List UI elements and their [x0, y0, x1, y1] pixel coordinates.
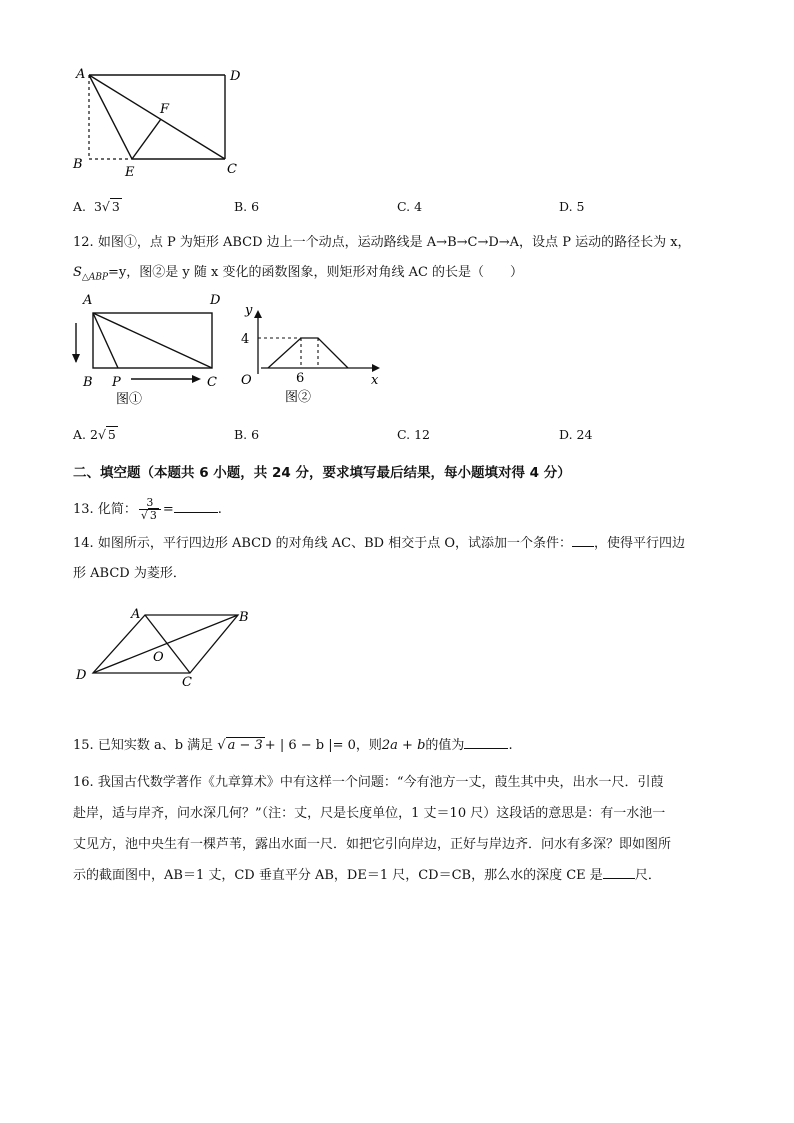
q12-option-b: B. 6 [234, 427, 260, 442]
point-c-label: C [227, 162, 237, 177]
q12-fig2-x-tick: 6 [296, 371, 305, 386]
q12-figure-1 [66, 290, 241, 410]
q14-point-b-label: B [239, 610, 249, 625]
q12-line-2: $S_{\triangle ABP}=y$，图②是 y 随 x 变化的函数图象，则矩形对角线 AC 的长是（ ） [73, 265, 524, 283]
q11-option-b: B. 6 [234, 199, 260, 214]
q11-option-c: C. 4 [397, 199, 423, 214]
q16-line-2: 赴岸，适与岸齐，问水深几何？”（注：丈，尺是长度单位，1 丈＝10 尺）这段话的意思是：有一水池一 [73, 806, 666, 821]
q12-option-d: D. 24 [559, 427, 593, 442]
q12-fig1-d-label: D [210, 293, 221, 308]
q12-fig2-y-axis-label: y [245, 303, 253, 318]
q12-fig1-p-label: P [112, 375, 121, 390]
point-f-label: F [160, 102, 170, 117]
q12-option-a: A. 2√ 5 [73, 427, 116, 442]
q11-option-a: A. 3√ 3 [73, 199, 120, 214]
q14-answer-blank[interactable] [572, 534, 594, 547]
q13-fraction: $\frac{3}{√ 3}$ [139, 497, 161, 522]
q14-point-d-label: D [76, 668, 87, 683]
q12-fig2-origin-label: O [241, 373, 252, 388]
q16-answer-blank[interactable] [603, 866, 635, 879]
q16-line-4: 示的截面图中，AB＝1 丈，CD 垂直平分 AB，DE＝1 尺，CD＝CB，那么水的深度 CE 是 尺． [73, 868, 661, 883]
point-e-label: E [125, 165, 135, 180]
q16-line-3: 丈见方，池中央生有一棵芦苇，露出水面一尺．如把它引向岸边，正好与岸边齐．问水有多深？即如图所 [73, 837, 672, 852]
q12-fig1-a-label: A [83, 293, 93, 308]
q12-option-c: C. 12 [397, 427, 430, 442]
q12-fig2-y-tick: 4 [241, 332, 250, 347]
q14-point-o-label: O [153, 650, 164, 665]
q14-point-c-label: C [182, 675, 192, 690]
point-b-label: B [73, 157, 83, 172]
q12-fig2-caption: 图② [285, 390, 312, 405]
section-2-title: 二、填空题（本题共 6 小题，共 24 分，要求填写最后结果，每小题填对得 4 分） [73, 465, 571, 481]
q15-answer-blank[interactable] [464, 736, 508, 749]
q12-line-1: 12. 如图①，点 P 为矩形 ABCD 边上一个动点，运动路线是 A→B→C→D→A，设点 P 运动的路径长为 x， [73, 235, 691, 250]
point-d-label: D [230, 69, 241, 84]
q14-point-a-label: A [131, 607, 141, 622]
q16-line-1: 16. 我国古代数学著作《九章算术》中有这样一个问题：“今有池方一丈，葭生其中央，出水一尺．引葭 [73, 775, 664, 790]
q14-figure [70, 602, 270, 694]
q11-option-d: D. 5 [559, 199, 585, 214]
q11-figure [70, 62, 260, 182]
q15-line: 15. 已知实数 a、b 满足 √ a − 3 + | 6 − b |= 0，则2a + b的值为 . [73, 738, 513, 753]
q13-line: 13. 化简： $\frac{3}{√ 3}$ = . [73, 496, 222, 522]
q14-line-1: 14. 如图所示，平行四边形 ABCD 的对角线 AC、BD 相交于点 O，试添加一个条件： ，使得平行四边 [73, 536, 686, 551]
q12-fig1-c-label: C [207, 375, 217, 390]
q12-fig1-b-label: B [83, 375, 93, 390]
q12-fig2-x-axis-label: x [371, 373, 379, 388]
point-a-label: A [76, 67, 86, 82]
q14-line-2: 形 ABCD 为菱形． [73, 566, 186, 581]
q12-figure-2 [236, 300, 386, 410]
q12-fig1-caption: 图① [116, 392, 143, 407]
q13-answer-blank[interactable] [174, 500, 218, 513]
